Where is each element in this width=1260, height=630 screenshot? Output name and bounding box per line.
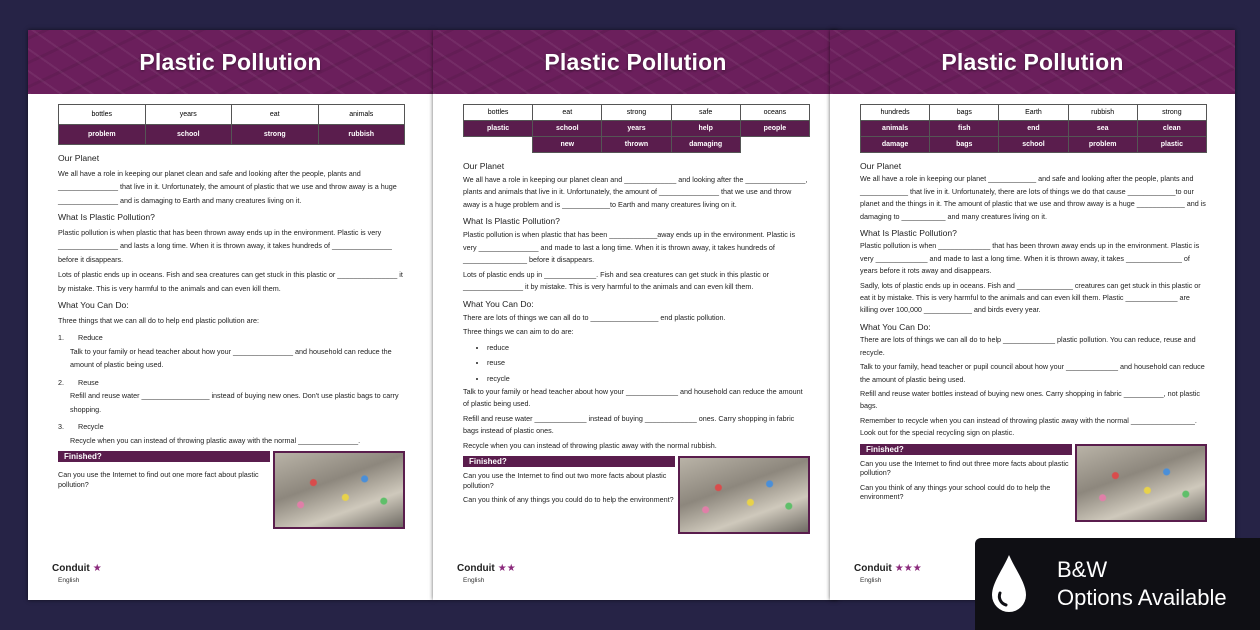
worksheet-banner: [433, 30, 838, 94]
finished-label: Finished?: [860, 444, 1072, 455]
item-text: Recycle when you can instead of throwing plastic away with the normal _______________.: [70, 435, 361, 445]
finished-question: Can you use the Internet to find out one more fact about plastic pollution?: [58, 470, 259, 489]
finished-label: Finished?: [58, 451, 270, 462]
worksheet-1: [28, 30, 433, 600]
item-text: Talk to your family or head teacher about how your _______________ and household can reduce the amount of plastic being used.: [70, 346, 392, 369]
word-bank: [463, 104, 810, 153]
worksheet-banner: [28, 30, 433, 94]
badge-line-2: Options Available: [1057, 585, 1227, 610]
worksheet-banner: [830, 30, 1235, 94]
word-bank-cell: safe: [671, 105, 740, 121]
numbered-item: [58, 376, 405, 417]
paragraph: Plastic pollution is when _____________ that has been thrown away ends up in the environment. Plastic is very _____________ and made to last a long time. When it is thrown away, it takes ______________ of years before it rots away and disappears.: [860, 241, 1200, 276]
word-bank-cell: eat: [232, 105, 319, 125]
worksheet-footer: [854, 558, 922, 584]
word-bank-cell: damage: [861, 137, 930, 153]
paragraph: Talk to your family or head teacher about how your _____________ and household can reduce the amount of plastic being used.: [463, 386, 803, 409]
worksheet-body: [463, 160, 810, 452]
section-heading: What You Can Do:: [860, 321, 931, 332]
word-bank-cell: bags: [930, 137, 999, 153]
list-item: • recycle: [487, 373, 810, 386]
section-heading: Our Planet: [463, 161, 505, 171]
word-bank-cell: bags: [930, 105, 999, 121]
section-heading: What You Can Do:: [58, 300, 129, 310]
worksheet-title: Plastic Pollution: [139, 48, 322, 75]
finished-box: [860, 444, 1207, 528]
section-heading: What Is Plastic Pollution?: [463, 216, 560, 227]
word-bank-cell: bottles: [59, 105, 146, 125]
word-bank-cell: problem: [1068, 137, 1137, 153]
word-bank-cell: rubbish: [318, 125, 405, 145]
item-label: Reuse: [78, 377, 99, 387]
finished-box: [463, 456, 810, 540]
section-heading: What Is Plastic Pollution?: [860, 228, 957, 239]
word-bank-cell: bottles: [464, 105, 533, 121]
word-bank-cell: oceans: [740, 105, 809, 121]
finished-question: Can you use the Internet to find out three more facts about plastic pollution?: [860, 458, 1069, 478]
plastic-pollution-photo: [678, 456, 810, 534]
word-bank-cell: people: [740, 121, 809, 137]
paragraph: Three things that we can all do to help end plastic pollution are:: [58, 315, 259, 325]
action-list: [487, 342, 810, 386]
finished-label: Finished?: [463, 456, 675, 467]
word-bank-cell: strong: [602, 105, 671, 121]
finished-question: Can you use the Internet to find out two more facts about plastic pollution?: [463, 471, 667, 490]
paragraph: Plastic pollution is when plastic that has been thrown away ends up in the environment. Plastic is very _______________ and lasts a long time. When it is thrown away, it takes hundreds of _______________ before it disappears.: [58, 227, 392, 264]
subject-label: English: [58, 577, 80, 584]
paragraph: There are lots of things we can all do to _________________ end plastic pollution.: [463, 312, 726, 322]
worksheet-footer: [52, 558, 102, 584]
difficulty-stars: ★: [92, 563, 102, 574]
word-bank-cell: plastic: [464, 121, 533, 137]
word-bank-cell: strong: [1137, 105, 1206, 121]
brand-logo: Conduit: [854, 563, 892, 574]
list-item: • reuse: [487, 357, 810, 370]
finished-question: Can you think of any things your school could do to help the environment?: [860, 482, 1051, 502]
word-bank-cell: fish: [930, 121, 999, 137]
worksheet-3: [830, 30, 1235, 600]
paragraph: We all have a role in keeping our planet clean and _____________ and looking after the _______________, plants and animals that live in it. Unfortunately, the amount of _______________ that we use and throw away is a huge problem and is ____________to Earth and many creatures living on it.: [463, 174, 808, 209]
list-item: • reduce: [487, 342, 810, 355]
difficulty-stars: ★★: [497, 563, 516, 574]
paragraph: Plastic pollution is when plastic that has been ____________away ends up in the environment. Plastic is very _______________ and made to last a long time. When it is thrown away, it takes hundreds of ________________ before it disappears.: [463, 229, 796, 265]
section-heading: What You Can Do:: [463, 298, 534, 309]
finished-question: Can you think of any things you could do to help the environment?: [463, 495, 674, 505]
paragraph: Sadly, lots of plastic ends up in oceans. Fish and ______________ creatures can get stuck in this plastic or eat it by mistake. This is very harmful to the animals and can even kill them. Plastic _____________ are killing over 100,000 ____________ and birds every year.: [860, 280, 1201, 315]
worksheet-2: [433, 30, 838, 600]
word-bank-cell: damaging: [671, 137, 740, 153]
bw-options-badge: [975, 538, 1260, 630]
word-bank-cell: sea: [1068, 121, 1137, 137]
paragraph: Talk to your family, head teacher or pupil council about how your _____________ and household can reduce the amount of plastic being used.: [860, 362, 1205, 384]
brand-logo: Conduit: [457, 563, 495, 574]
paragraph: Three things we can aim to do are:: [463, 327, 574, 337]
subject-label: English: [463, 577, 485, 584]
subject-label: English: [860, 577, 882, 584]
section-heading: Our Planet: [860, 161, 902, 171]
worksheet-title: Plastic Pollution: [941, 48, 1124, 75]
word-bank-cell: animals: [318, 105, 405, 125]
worksheet-body: [58, 152, 405, 447]
word-bank-cell: new: [533, 137, 602, 153]
item-number: 2.: [58, 377, 64, 387]
paragraph: Recycle when you can instead of throwing plastic away with the normal rubbish.: [463, 440, 717, 450]
paragraph: We all have a role in keeping our planet clean and safe and looking after the people, plants and _______________ that live in it. Unfortunately, the amount of plastic that we use and throw away is a huge _______________ and is damaging to Earth and many creatures living on it.: [58, 168, 397, 205]
numbered-item: [58, 331, 405, 372]
word-bank-cell: school: [999, 137, 1068, 153]
paragraph: Remember to recycle when you can instead of throwing plastic away with the normal ________________. Look out for the special recycling sign on plastic.: [860, 415, 1197, 438]
worksheet-body: [860, 160, 1207, 440]
word-bank-cell: Earth: [999, 105, 1068, 121]
word-bank-cell: school: [533, 121, 602, 137]
word-bank-cell: school: [145, 125, 232, 145]
word-bank-empty: [464, 137, 533, 153]
ink-drop-icon: [989, 553, 1029, 615]
item-number: 1.: [58, 333, 64, 342]
worksheet-footer: [457, 558, 516, 584]
word-bank-cell: plastic: [1137, 137, 1206, 153]
word-bank-cell: eat: [533, 105, 602, 121]
numbered-item: [58, 420, 405, 447]
paragraph: Lots of plastic ends up in _____________. Fish and sea creatures can get stuck in this plastic or _______________ it by mistake. This is very harmful to the animals and can even kill them.: [463, 269, 770, 292]
word-bank-cell: clean: [1137, 121, 1206, 137]
word-bank-cell: problem: [59, 125, 146, 145]
word-bank: [58, 104, 405, 145]
word-bank-empty: [740, 137, 809, 153]
paragraph: Refill and reuse water bottles instead of buying new ones. Carry shopping in fabric __________, not plastic bags.: [860, 388, 1201, 411]
paragraph: Refill and reuse water _____________ instead of buying _____________ ones. Carry shopping in fabric bags instead of plastic ones.: [463, 413, 795, 436]
item-label: Reduce: [78, 333, 103, 342]
plastic-pollution-photo: [273, 451, 405, 529]
word-bank-cell: years: [602, 121, 671, 137]
finished-box: [58, 451, 405, 535]
paragraph: Lots of plastic ends up in oceans. Fish and sea creatures can get stuck in this plastic or _______________ it by mistake. This is very harmful to the animals and can even kill them.: [58, 270, 403, 293]
item-label: Recycle: [78, 422, 104, 431]
badge-line-1: B&W: [1057, 557, 1108, 582]
plastic-pollution-photo: [1075, 444, 1207, 522]
word-bank-cell: hundreds: [861, 105, 930, 121]
paragraph: We all have a role in keeping our planet ____________ and safe and looking after the people, plants and ____________ that live in it. Unfortunately, there are lots of things we do that cause ____________to our planet and the things in it. The amount of plastic that we use and throw away is a huge ____________ and is damaging to ___________ and many creatures living on it.: [860, 174, 1206, 221]
section-heading: What Is Plastic Pollution?: [58, 212, 155, 222]
brand-logo: Conduit: [52, 563, 90, 574]
word-bank: [860, 104, 1207, 153]
item-text: Refill and reuse water _________________ instead of buying new ones. Don't use plastic bags to carry shopping.: [70, 391, 399, 414]
word-bank-cell: years: [145, 105, 232, 125]
item-number: 3.: [58, 422, 64, 431]
difficulty-stars: ★★★: [894, 563, 922, 574]
paragraph: There are lots of things we can all do to help _____________ plastic pollution. You can reduce, reuse and recycle.: [860, 335, 1196, 357]
word-bank-cell: animals: [861, 121, 930, 137]
word-bank-cell: end: [999, 121, 1068, 137]
word-bank-cell: help: [671, 121, 740, 137]
worksheet-title: Plastic Pollution: [544, 48, 727, 75]
section-heading: Our Planet: [58, 153, 100, 163]
word-bank-cell: strong: [232, 125, 319, 145]
word-bank-cell: rubbish: [1068, 105, 1137, 121]
word-bank-cell: thrown: [602, 137, 671, 153]
